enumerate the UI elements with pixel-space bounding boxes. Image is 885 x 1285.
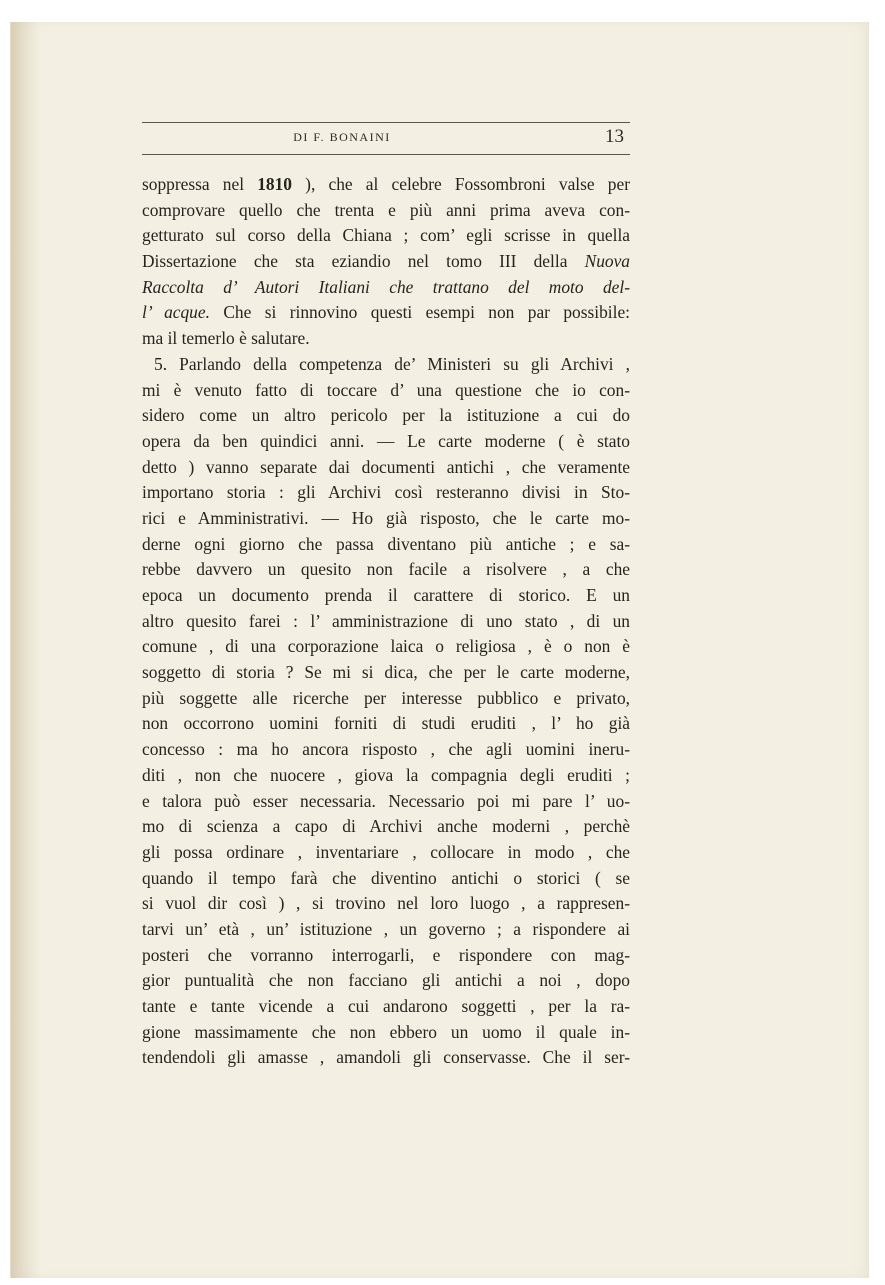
text-line-italic-title: Raccolta d’ Autori Italiani che trattano del moto del- xyxy=(142,276,630,297)
text-run: Che si rinnovino questi esempi non par possibile: xyxy=(209,302,630,323)
text-line: ma il temerlo è salutare. xyxy=(142,328,310,349)
text-line: sidero come un altro pericolo per la istituzione a cui do xyxy=(142,405,630,426)
body-text xyxy=(142,172,630,1071)
running-head: DI F. BONAINI xyxy=(293,130,391,144)
text-line: gior puntualità che non facciano gli antichi a noi , dopo xyxy=(142,970,630,991)
text-line: rici e Amministrativi. — Ho già risposto, che le carte mo- xyxy=(142,507,630,528)
text-line: tendendoli gli amasse , amandoli gli conservasse. Che il ser- xyxy=(142,1047,630,1068)
year-1810: 1810 xyxy=(257,174,292,194)
page-number: 13 xyxy=(605,126,624,147)
text-line: comprovare quello che trenta e più anni prima aveva con- xyxy=(142,199,630,220)
text-line: soggetto di storia ? Se mi si dica, che per le carte moderne, xyxy=(142,662,630,683)
text-line: tarvi un’ età , un’ istituzione , un governo ; a rispondere ai xyxy=(142,918,630,939)
text-line: rebbe davvero un quesito non facile a risolvere , a che xyxy=(142,559,630,580)
text-line: quando il tempo farà che diventino antichi o storici ( se xyxy=(142,867,630,888)
text-line: e talora può esser necessaria. Necessario poi mi pare l’ uo- xyxy=(142,790,630,811)
header-rule-top xyxy=(142,122,630,123)
text-line: importano storia : gli Archivi così resteranno divisi in Sto- xyxy=(142,482,630,503)
text-line xyxy=(142,300,630,326)
text-run: soppressa nel xyxy=(142,174,258,194)
text-line: detto ) vanno separate dai documenti antichi , che veramente xyxy=(142,456,630,477)
text-line: concesso : ma ho ancora risposto , che agli uomini ineru- xyxy=(142,739,630,760)
text-line: epoca un documento prenda il carattere di storico. E un xyxy=(142,585,630,605)
text-line: opera da ben quindici anni. — Le carte moderne ( è stato xyxy=(142,430,630,451)
header-rule-bottom xyxy=(142,154,630,155)
italic-title: l’ acque. xyxy=(142,302,210,323)
page-header xyxy=(142,118,630,158)
text-line xyxy=(142,172,630,198)
text-line: tante e tante vicende a cui andarono soggetti , per la ra- xyxy=(142,996,630,1016)
text-line: gione massimamente che non ebbero un uomo il quale in- xyxy=(142,1021,630,1042)
text-run: ), che al celebre Fossombroni valse per xyxy=(292,174,630,194)
text-line: altro quesito farei : l’ amministrazione di uno stato , di un xyxy=(142,610,630,631)
page-edge-shadow xyxy=(11,22,41,1278)
text-line: più soggette alle ricerche per interesse pubblico e privato, xyxy=(142,687,630,708)
text-line: mi è venuto fatto di toccare d’ una questione che io con- xyxy=(142,379,630,400)
paragraph-start-line: 5. Parlando della competenza de’ Ministeri su gli Archivi , xyxy=(154,353,630,374)
text-run: Dissertazione che sta eziandio nel tomo III della xyxy=(142,251,585,272)
text-line: si vuol dir così ) , si trovino nel loro luogo , a rappresen- xyxy=(142,893,630,914)
text-line: mo di scienza a capo di Archivi anche moderni , perchè xyxy=(142,816,630,837)
text-line xyxy=(142,249,630,275)
text-line: posteri che vorranno interrogarli, e rispondere con mag- xyxy=(142,944,630,965)
text-line: non occorrono uomini forniti di studi eruditi , l’ ho già xyxy=(142,713,630,734)
italic-title: Nuova xyxy=(584,251,630,272)
text-line: diti , non che nuocere , giova la compagnia degli eruditi ; xyxy=(142,764,630,785)
text-line: getturato sul corso della Chiana ; com’ egli scrisse in quella xyxy=(142,225,630,246)
text-line: derne ogni giorno che passa diventano più antiche ; e sa- xyxy=(142,533,630,554)
text-line: comune , di una corporazione laica o religiosa , è o non è xyxy=(142,636,630,657)
text-line: gli possa ordinare , inventariare , collocare in modo , che xyxy=(142,841,630,862)
